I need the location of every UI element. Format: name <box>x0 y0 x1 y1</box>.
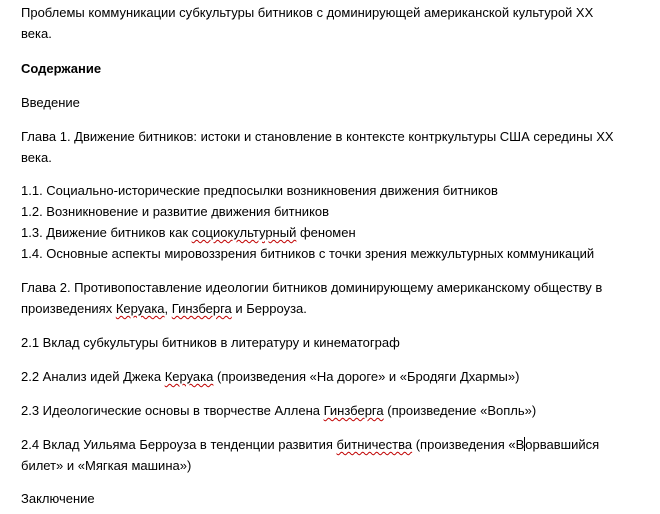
toc-section-2-4-text-a: 2.4 Вклад Уильяма Берроуза в тенденции развития <box>21 437 337 452</box>
toc-section-2-4-text-c: (произведения « <box>412 437 516 452</box>
toc-section-2-4-continued <box>21 457 648 474</box>
toc-section-2-2-text-c: (произведения «На дороге» и «Бродяги Дхармы») <box>213 369 520 384</box>
toc-section-2-2 <box>21 368 648 385</box>
document-title-continued <box>21 25 648 42</box>
toc-chapter-2-line-2-e: и Берроуза. <box>231 301 307 316</box>
toc-section-2-3-text-c: (произведение «Вопль») <box>383 403 537 418</box>
toc-section-2-1 <box>21 334 648 351</box>
toc-chapter-2-line-2-c: , <box>164 301 172 316</box>
toc-section-1-4-text: 1.4. Основные аспекты мировоззрения битников с точки зрения межкультурных коммуникаций <box>21 246 595 261</box>
toc-section-1-2 <box>21 203 648 220</box>
toc-section-1-1-text: 1.1. Социально-исторические предпосылки возникновения движения битников <box>21 183 498 198</box>
toc-chapter-2-line-1: Глава 2. Противопоставление идеологии битников доминирующему американскому обществу в <box>21 280 603 295</box>
spellcheck-word[interactable]: Гинзберга <box>171 301 232 316</box>
toc-section-2-4-line-2: билет» и «Мягкая машина») <box>21 458 192 473</box>
document-title <box>21 4 648 21</box>
toc-chapter-1-continued <box>21 149 648 166</box>
toc-conclusion-text: Заключение <box>21 491 95 506</box>
toc-section-1-1 <box>21 182 648 199</box>
toc-section-1-4 <box>21 245 648 262</box>
spellcheck-word[interactable]: Керуака <box>115 301 165 316</box>
toc-section-1-2-text: 1.2. Возникновение и развитие движения битников <box>21 204 330 219</box>
toc-section-2-4 <box>21 436 648 453</box>
spellcheck-word[interactable]: битничества <box>336 437 413 452</box>
toc-chapter-1 <box>21 128 648 145</box>
toc-section-2-4-text-d: В <box>515 437 525 452</box>
toc-chapter-2-line-2-a: произведениях <box>21 301 116 316</box>
toc-section-2-2-text-a: 2.2 Анализ идей Джека <box>21 369 165 384</box>
toc-section-2-3 <box>21 402 648 419</box>
toc-chapter-1-line-2: века. <box>21 150 52 165</box>
toc-chapter-2-continued <box>21 300 648 317</box>
contents-heading-text: Содержание <box>21 61 102 76</box>
toc-section-2-4-text-e: орвавшийся <box>525 437 600 452</box>
toc-section-1-3-text-a: 1.3. Движение битников как <box>21 225 192 240</box>
toc-section-1-3-text-c: феномен <box>296 225 356 240</box>
toc-section-1-3 <box>21 224 648 241</box>
spellcheck-word[interactable]: Гинзберга <box>323 403 384 418</box>
contents-heading <box>21 60 648 77</box>
title-line-1: Проблемы коммуникации субкультуры битников с доминирующей американской культурой XX <box>21 5 594 20</box>
spellcheck-word[interactable]: социокультурный <box>191 225 297 240</box>
toc-section-2-3-text-a: 2.3 Идеологические основы в творчестве Аллена <box>21 403 324 418</box>
toc-conclusion <box>21 490 648 507</box>
toc-chapter-2 <box>21 279 648 296</box>
spellcheck-word[interactable]: Керуака <box>164 369 214 384</box>
toc-section-2-1-text: 2.1 Вклад субкультуры битников в литературу и кинематограф <box>21 335 400 350</box>
toc-chapter-1-line-1: Глава 1. Движение битников: истоки и становление в контексте контркультуры США середины XX <box>21 129 614 144</box>
toc-introduction <box>21 94 648 111</box>
title-line-2: века. <box>21 26 52 41</box>
toc-introduction-text: Введение <box>21 95 80 110</box>
